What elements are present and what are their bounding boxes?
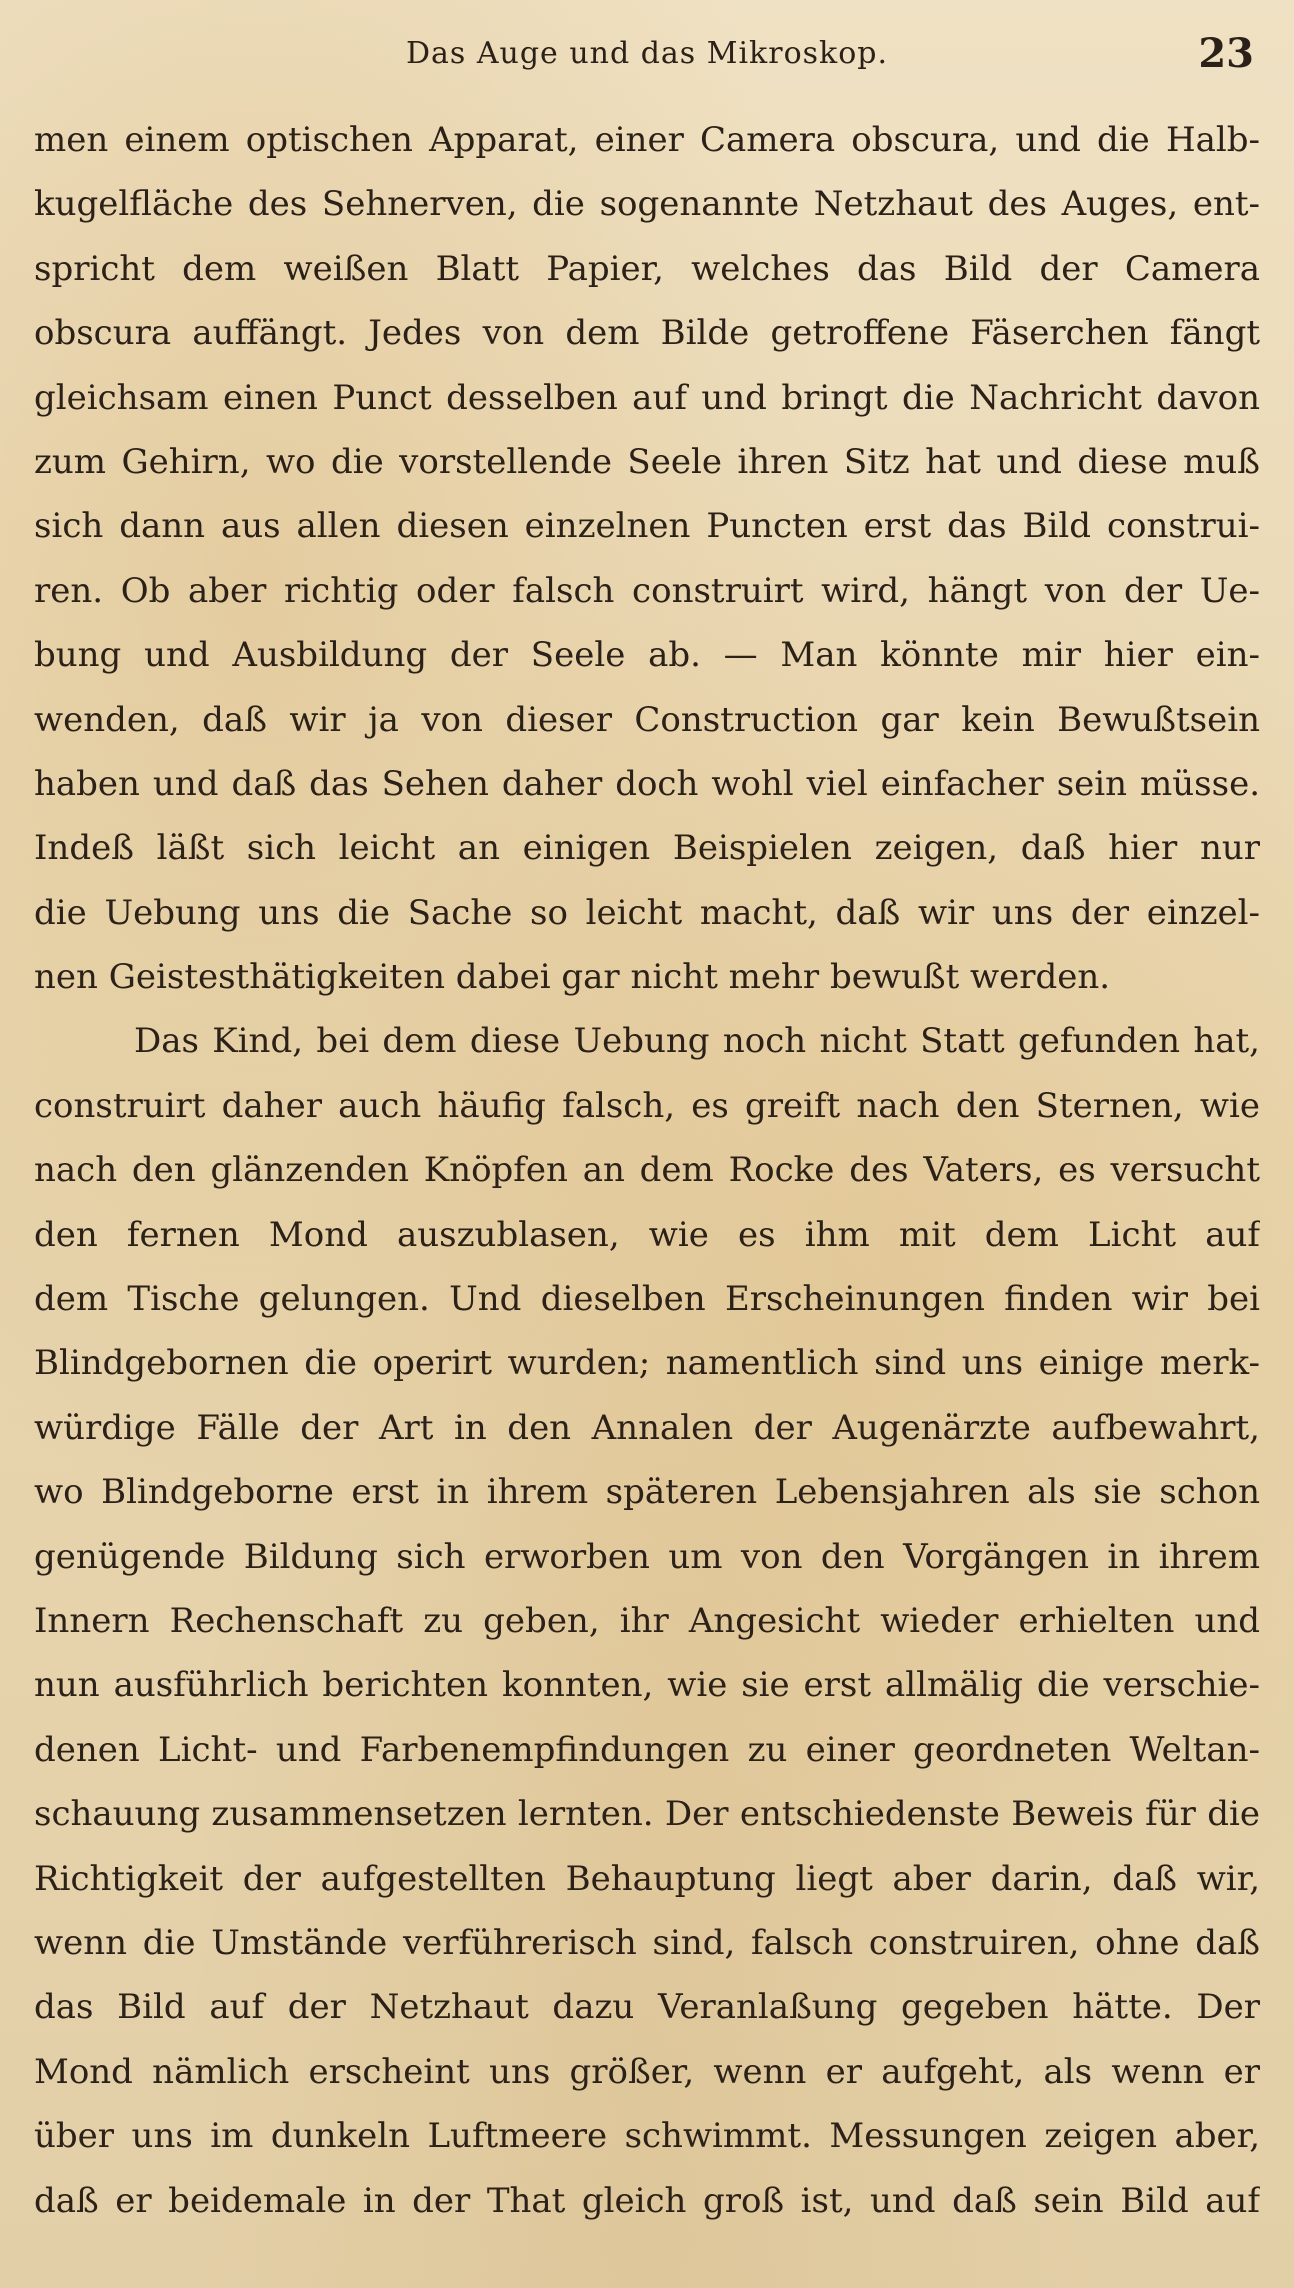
page-header <box>0 22 1294 82</box>
text-line: daß er beidemale in der That gleich groß ist, und daß sein Bild auf <box>34 2180 1260 2221</box>
text-line: nach den glänzenden Knöpfen an dem Rocke des Vaters, es versucht <box>34 1150 1260 1191</box>
text-line: genügende Bildung sich erworben um von den Vorgängen in ihrem <box>34 1536 1260 1577</box>
page-number: 23 <box>1198 30 1254 77</box>
text-line: nun ausführlich berichten konnten, wie sie erst allmälig die verschie- <box>34 1665 1260 1706</box>
text-line: dem Tische gelungen. Und dieselben Erscheinungen finden wir bei <box>34 1279 1260 1320</box>
text-line: über uns im dunkeln Luftmeere schwimmt. Messungen zeigen aber, <box>34 2116 1260 2157</box>
text-line: denen Licht- und Farbenempfindungen zu einer geordneten Weltan- <box>34 1729 1260 1770</box>
text-line: den fernen Mond auszublasen, wie es ihm mit dem Licht auf <box>34 1214 1260 1255</box>
text-line: wenn die Umstände verführerisch sind, falsch construiren, ohne daß <box>34 1922 1260 1963</box>
text-line: Das Kind, bei dem diese Uebung noch nicht Statt gefunden hat, <box>134 1021 1260 1062</box>
text-line: Richtigkeit der aufgestellten Behauptung liegt aber darin, daß wir, <box>34 1858 1260 1899</box>
text-line: Innern Rechenschaft zu geben, ihr Angesicht wieder erhielten und <box>34 1600 1260 1641</box>
text-line: men einem optischen Apparat, einer Camera obscura, und die Halb- <box>34 120 1260 160</box>
text-line: schauung zusammensetzen lernten. Der entschiedenste Beweis für die <box>34 1794 1260 1835</box>
text-line: bung und Ausbildung der Seele ab. — Man könnte mir hier ein- <box>34 635 1260 676</box>
text-line: sich dann aus allen diesen einzelnen Puncten erst das Bild construi- <box>34 506 1260 547</box>
text-line: spricht dem weißen Blatt Papier, welches das Bild der Camera <box>34 248 1260 289</box>
text-line: ren. Ob aber richtig oder falsch construirt wird, hängt von der Ue- <box>34 570 1260 611</box>
body-text <box>34 108 1260 2233</box>
text-line: wenden, daß wir ja von dieser Construction gar kein Bewußtsein <box>34 699 1260 740</box>
text-line: zum Gehirn, wo die vorstellende Seele ihren Sitz hat und diese muß <box>34 441 1260 482</box>
text-line: Indeß läßt sich leicht an einigen Beispielen zeigen, daß hier nur <box>34 828 1260 869</box>
text-line: construirt daher auch häufig falsch, es greift nach den Sternen, wie <box>34 1085 1260 1126</box>
text-line: nen Geistesthätigkeiten dabei gar nicht mehr bewußt werden. <box>34 957 1111 998</box>
text-line: Mond nämlich erscheint uns größer, wenn er aufgeht, als wenn er <box>34 2051 1260 2092</box>
text-line: Blindgebornen die operirt wurden; namentlich sind uns einige merk- <box>34 1343 1260 1384</box>
running-head: Das Auge und das Mikroskop. <box>405 36 889 71</box>
text-line: wo Blindgeborne erst in ihrem späteren Lebensjahren als sie schon <box>34 1472 1260 1513</box>
text-line: die Uebung uns die Sache so leicht macht, daß wir uns der einzel- <box>34 892 1260 933</box>
text-line: würdige Fälle der Art in den Annalen der Augenärzte aufbewahrt, <box>34 1407 1260 1448</box>
text-line: das Bild auf der Netzhaut dazu Veranlaßung gegeben hätte. Der <box>34 1987 1260 2028</box>
text-line: kugelfläche des Sehnerven, die sogenannte Netzhaut des Auges, ent- <box>34 184 1260 225</box>
text-line: haben und daß das Sehen daher doch wohl viel einfacher sein müsse. <box>34 763 1260 804</box>
text-line: obscura auffängt. Jedes von dem Bilde getroffene Fäserchen fängt <box>34 313 1260 354</box>
text-line: gleichsam einen Punct desselben auf und bringt die Nachricht davon <box>34 377 1260 418</box>
